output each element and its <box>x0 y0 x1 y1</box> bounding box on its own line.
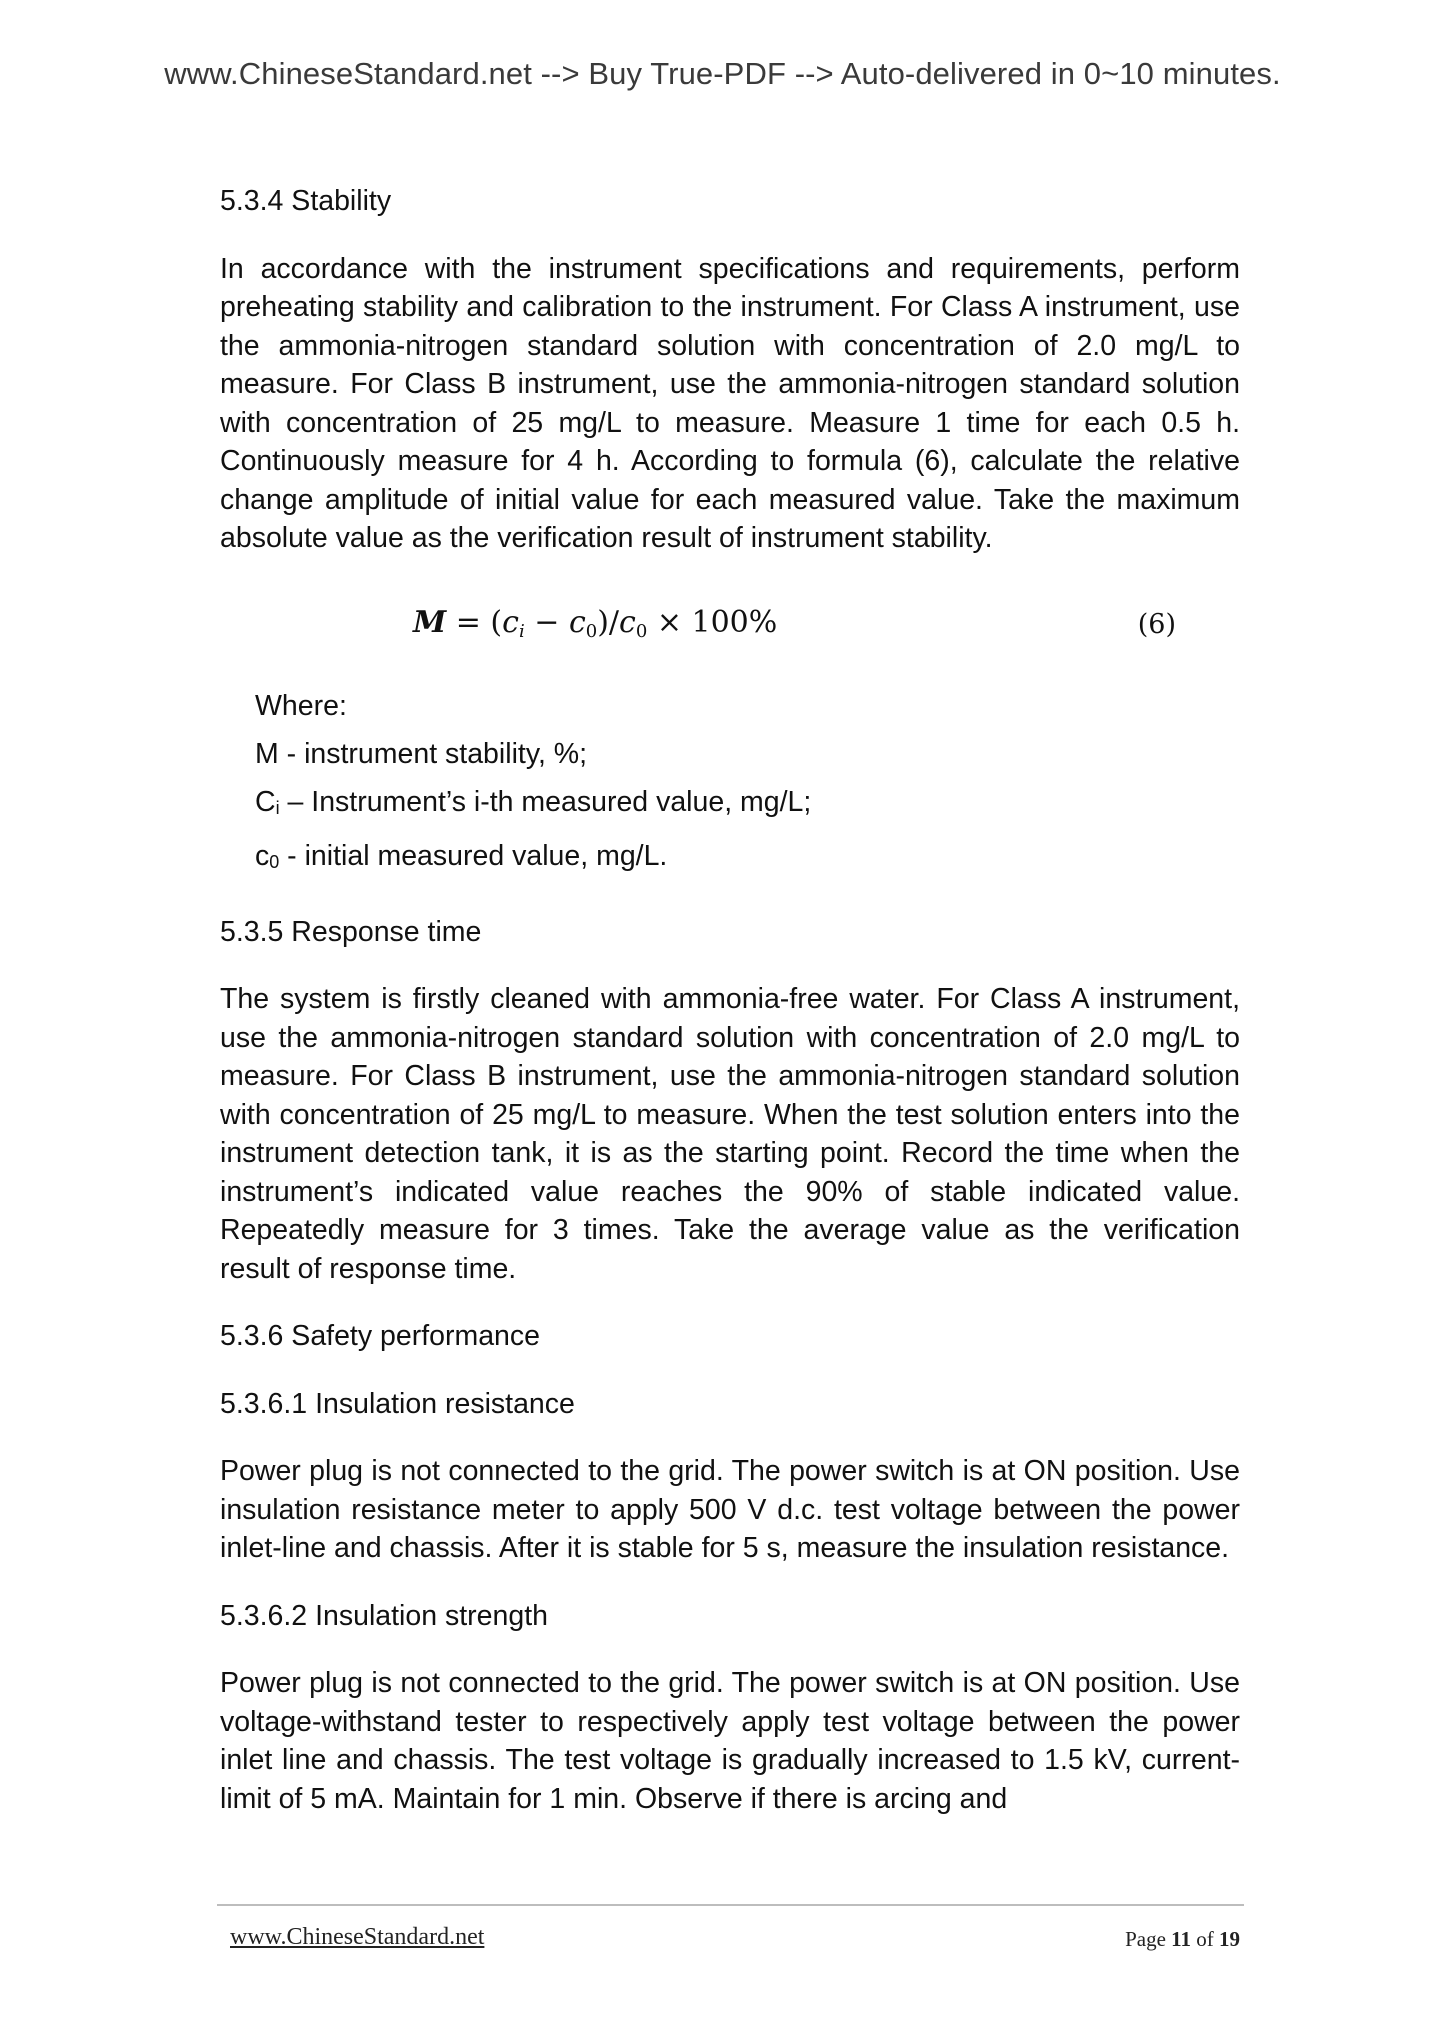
where-definitions <box>220 682 1240 886</box>
formula-expression: $M = (c_i - c_0)/c_0 \times 100\%$ <box>413 604 778 642</box>
page-number: Page 11 of 19 <box>1125 1927 1240 1951</box>
footer-site-link[interactable]: www.ChineseStandard.net <box>230 1924 485 1950</box>
definition-c0: $c_0$ - initial measured value, mg/L. <box>255 839 668 872</box>
paragraph-response-time: The system is firstly cleaned with ammonia-free water. For Class A instrument, use the ammonia-nitrogen standard solution with concentration of 2.0 mg/L to measure. For Class B instrument, use the ammonia-nitrogen standard solution with concentration of 25 mg/L to measure. When the test solution enters into the instrument detection tank, it is as the starting point. Record the time when the instrument’s indicated value reaches the 90% of stable indicated value. Repeatedly measure for 3 times. Take the average value as the verification result of response time. <box>220 983 1240 1285</box>
section-heading-5-3-5: 5.3.5 Response time <box>220 915 482 948</box>
definition-m: M - instrument stability, %; <box>255 737 588 770</box>
top-banner: www.ChineseStandard.net --> Buy True-PDF --> Auto-delivered in 0~10 minutes. <box>164 56 1281 91</box>
where-label: Where: <box>255 689 347 722</box>
paragraph-insulation-resistance: Power plug is not connected to the grid. The power switch is at ON position. Use insulation resistance meter to apply 500 V d.c. test voltage between the power inlet-line and chassis. After it is stable for 5 s, measure the insulation resistance. <box>220 1455 1240 1564</box>
section-heading-5-3-6-1: 5.3.6.1 Insulation resistance <box>220 1387 575 1420</box>
formula-6 <box>220 600 1240 656</box>
definition-ci: $C_i$ – Instrument’s i-th measured value, mg/L; <box>255 785 812 818</box>
footer-divider <box>217 1904 1244 1906</box>
section-heading-5-3-6-2: 5.3.6.2 Insulation strength <box>220 1599 548 1632</box>
section-heading-5-3-6: 5.3.6 Safety performance <box>220 1320 541 1352</box>
document-body <box>220 182 1240 1818</box>
paragraph-stability: In accordance with the instrument specifications and requirements, perform preheating stability and calibration to the instrument. For Class A instrument, use the ammonia-nitrogen standard solution with concentration of 2.0 mg/L to measure. For Class B instrument, use the ammonia-nitrogen standard solution with concentration of 25 mg/L to measure. Measure 1 time for each 0.5 h. Continuously measure for 4 h. According to formula (6), calculate the relative change amplitude of initial value for each measured value. Take the maximum absolute value as the verification result of instrument stability. <box>220 252 1240 554</box>
formula-number: (6) <box>1137 608 1176 640</box>
section-heading-5-3-4: 5.3.4 Stability <box>220 185 392 217</box>
paragraph-insulation-strength: Power plug is not connected to the grid. The power switch is at ON position. Use voltage-withstand tester to respectively apply test voltage between the power inlet line and chassis. The test voltage is gradually increased to 1.5 kV, current-limit of 5 mA. Maintain for 1 min. Observe if there is arcing and <box>220 1667 1240 1815</box>
